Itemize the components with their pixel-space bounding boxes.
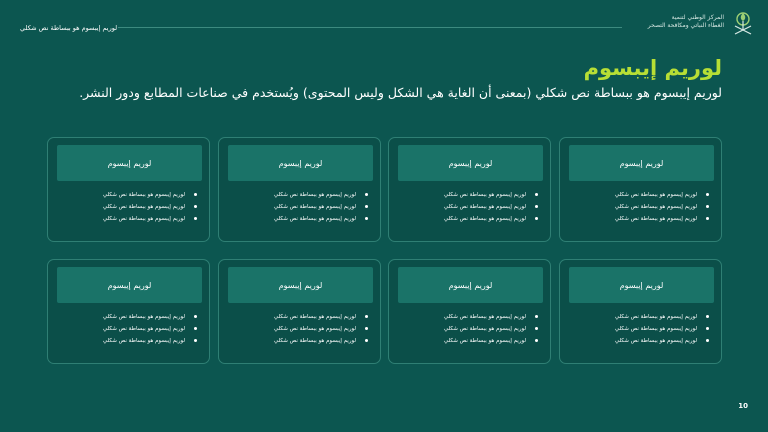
list-item [62, 189, 199, 201]
card-bullet-list [62, 189, 199, 225]
list-item [62, 213, 199, 225]
bullet-dot-icon [365, 193, 368, 196]
card-8 [47, 259, 210, 364]
list-item-text: لوريم إيبسوم هو ببساطة نص شكلي [443, 192, 526, 198]
list-item [62, 311, 199, 323]
list-item [574, 311, 711, 323]
list-item [233, 189, 370, 201]
list-item-text: لوريم إيبسوم هو ببساطة نص شكلي [443, 204, 526, 210]
list-item-text: لوريم إيبسوم هو ببساطة نص شكلي [273, 204, 356, 210]
card-3 [218, 137, 381, 242]
list-item [403, 201, 540, 213]
bullet-dot-icon [194, 315, 197, 318]
page-subtitle: لوريم إيبسوم هو ببساطة نص شكلي (بمعنى أن الغاية هي الشكل وليس المحتوى) ويُستخدم في صناعات المطابع ودور النشر. [79, 85, 722, 100]
bullet-dot-icon [535, 315, 538, 318]
cards-grid [47, 137, 722, 371]
bullet-dot-icon [706, 205, 709, 208]
bullet-dot-icon [535, 205, 538, 208]
bullet-dot-icon [194, 217, 197, 220]
bullet-dot-icon [535, 193, 538, 196]
card-7 [218, 259, 381, 364]
bullet-dot-icon [706, 193, 709, 196]
card-bullet-list [233, 311, 370, 347]
list-item-text: لوريم إيبسوم هو ببساطة نص شكلي [614, 338, 697, 344]
list-item [574, 335, 711, 347]
bullet-dot-icon [194, 193, 197, 196]
bullet-dot-icon [535, 217, 538, 220]
list-item-text: لوريم إيبسوم هو ببساطة نص شكلي [273, 314, 356, 320]
organization-logo [616, 10, 756, 38]
bullet-dot-icon [365, 205, 368, 208]
list-item-text: لوريم إيبسوم هو ببساطة نص شكلي [273, 338, 356, 344]
card-bullet-list [574, 311, 711, 347]
list-item-text: لوريم إيبسوم هو ببساطة نص شكلي [443, 338, 526, 344]
card-bullet-list [233, 189, 370, 225]
list-item-text: لوريم إيبسوم هو ببساطة نص شكلي [614, 204, 697, 210]
list-item [62, 335, 199, 347]
bullet-dot-icon [706, 217, 709, 220]
card-title: لوريم إيبسوم [569, 145, 714, 181]
bullet-dot-icon [365, 217, 368, 220]
list-item [62, 323, 199, 335]
list-item [574, 189, 711, 201]
list-item-text: لوريم إيبسوم هو ببساطة نص شكلي [614, 192, 697, 198]
list-item-text: لوريم إيبسوم هو ببساطة نص شكلي [102, 192, 185, 198]
list-item [574, 201, 711, 213]
logo-line-2: الغطاء النباتي ومكافحة التصحر [647, 22, 724, 29]
card-6 [388, 259, 551, 364]
list-item-text: لوريم إيبسوم هو ببساطة نص شكلي [102, 314, 185, 320]
card-title: لوريم إيبسوم [398, 267, 543, 303]
logo-line-1: المركز الوطني لتنمية [671, 14, 724, 21]
list-item [62, 201, 199, 213]
card-5 [559, 259, 722, 364]
card-bullet-list [574, 189, 711, 225]
card-1 [559, 137, 722, 242]
bullet-dot-icon [706, 339, 709, 342]
list-item [403, 323, 540, 335]
list-item [233, 323, 370, 335]
card-4 [47, 137, 210, 242]
list-item-text: لوريم إيبسوم هو ببساطة نص شكلي [102, 326, 185, 332]
card-title: لوريم إيبسوم [57, 145, 202, 181]
list-item [233, 335, 370, 347]
bullet-dot-icon [194, 339, 197, 342]
list-item-text: لوريم إيبسوم هو ببساطة نص شكلي [443, 216, 526, 222]
list-item [574, 323, 711, 335]
card-title: لوريم إيبسوم [228, 267, 373, 303]
list-item-text: لوريم إيبسوم هو ببساطة نص شكلي [443, 314, 526, 320]
header-divider [118, 27, 622, 28]
card-title: لوريم إيبسوم [57, 267, 202, 303]
list-item-text: لوريم إيبسوم هو ببساطة نص شكلي [273, 192, 356, 198]
slide-header [0, 0, 768, 48]
list-item [403, 213, 540, 225]
bullet-dot-icon [535, 327, 538, 330]
page-number: 10 [738, 402, 748, 410]
list-item [403, 335, 540, 347]
list-item [574, 213, 711, 225]
list-item [403, 189, 540, 201]
bullet-dot-icon [706, 327, 709, 330]
logo-text [616, 14, 724, 30]
header-caption: لوريم إيبسوم هو ببساطة نص شكلي [20, 24, 118, 32]
list-item-text: لوريم إيبسوم هو ببساطة نص شكلي [443, 326, 526, 332]
list-item [233, 201, 370, 213]
card-bullet-list [403, 311, 540, 347]
bullet-dot-icon [535, 339, 538, 342]
bullet-dot-icon [194, 205, 197, 208]
list-item-text: لوريم إيبسوم هو ببساطة نص شكلي [102, 204, 185, 210]
list-item [233, 213, 370, 225]
card-title: لوريم إيبسوم [398, 145, 543, 181]
bullet-dot-icon [194, 327, 197, 330]
list-item-text: لوريم إيبسوم هو ببساطة نص شكلي [273, 216, 356, 222]
list-item [403, 311, 540, 323]
list-item-text: لوريم إيبسوم هو ببساطة نص شكلي [102, 216, 185, 222]
card-bullet-list [62, 311, 199, 347]
card-title: لوريم إيبسوم [228, 145, 373, 181]
list-item-text: لوريم إيبسوم هو ببساطة نص شكلي [273, 326, 356, 332]
card-2 [388, 137, 551, 242]
list-item-text: لوريم إيبسوم هو ببساطة نص شكلي [614, 326, 697, 332]
page-title: لوريم إيبسوم [583, 56, 722, 80]
card-title: لوريم إيبسوم [569, 267, 714, 303]
bullet-dot-icon [365, 327, 368, 330]
list-item-text: لوريم إيبسوم هو ببساطة نص شكلي [614, 314, 697, 320]
bullet-dot-icon [706, 315, 709, 318]
bullet-dot-icon [365, 339, 368, 342]
card-bullet-list [403, 189, 540, 225]
list-item-text: لوريم إيبسوم هو ببساطة نص شكلي [614, 216, 697, 222]
bullet-dot-icon [365, 315, 368, 318]
list-item [233, 311, 370, 323]
palm-swords-emblem-icon [730, 10, 756, 38]
list-item-text: لوريم إيبسوم هو ببساطة نص شكلي [102, 338, 185, 344]
